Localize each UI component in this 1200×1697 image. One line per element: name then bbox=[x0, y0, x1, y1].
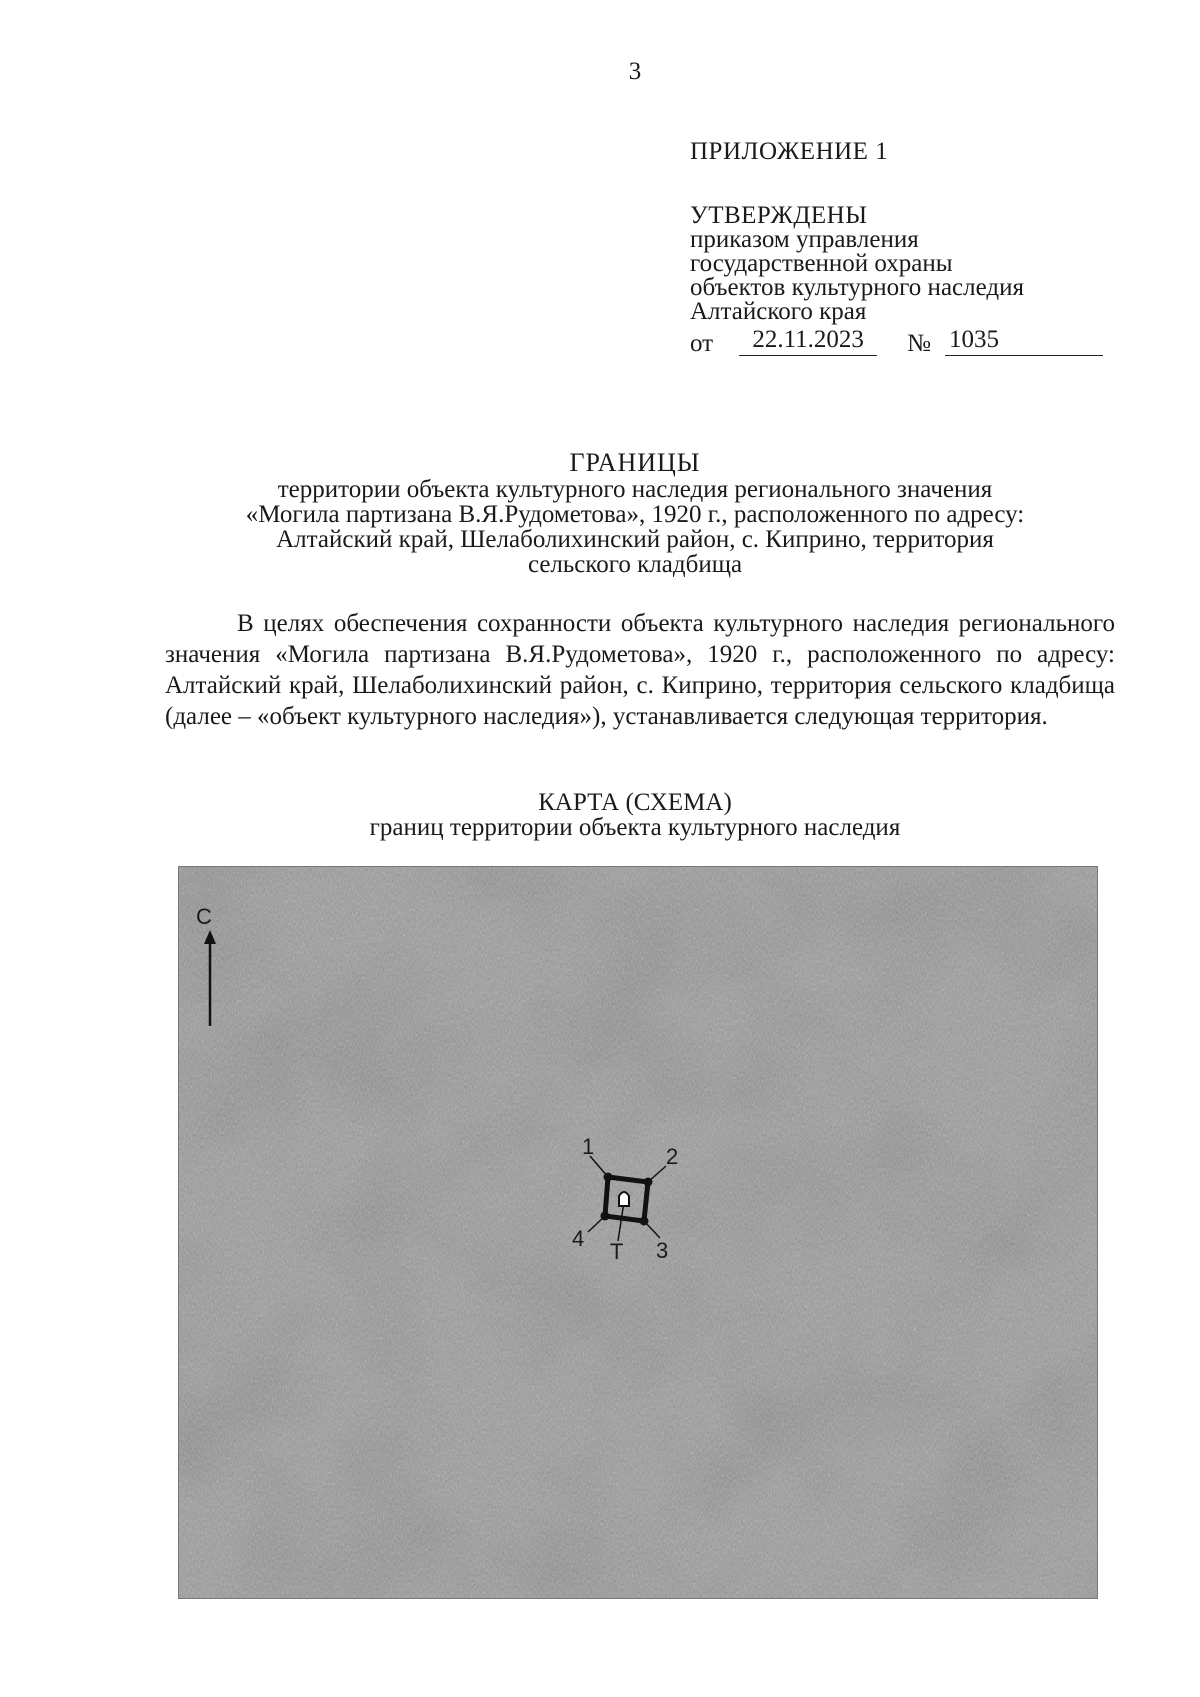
order-line: объектов культурного наследия bbox=[690, 274, 1024, 301]
title-line: «Могила партизана В.Я.Рудометова», 1920 г., расположенного по адресу: bbox=[245, 501, 1025, 528]
map-specks bbox=[178, 866, 1098, 1599]
map-subheading: границ территории объекта культурного наследия bbox=[369, 814, 901, 841]
order-line: государственной охраны bbox=[690, 250, 953, 277]
order-date: 22.11.2023 bbox=[739, 328, 877, 356]
from-label: от bbox=[690, 330, 714, 357]
map-heading-block bbox=[0, 790, 1200, 840]
point-label-1: 1 bbox=[582, 1134, 595, 1159]
appendix-block bbox=[690, 140, 1103, 356]
order-number: 1035 bbox=[945, 328, 1103, 356]
aerial-map bbox=[178, 866, 1098, 1599]
point-label-3: 3 bbox=[656, 1238, 669, 1263]
map-scheme bbox=[178, 866, 1098, 1599]
order-line: приказом управления bbox=[690, 226, 919, 253]
boundary-point-1 bbox=[604, 1173, 613, 1182]
boundary-point-4 bbox=[601, 1212, 610, 1221]
point-label-4: 4 bbox=[572, 1226, 585, 1251]
title-heading: ГРАНИЦЫ bbox=[569, 448, 701, 477]
title-line: сельского кладбища bbox=[527, 551, 743, 578]
boundary-point-3 bbox=[640, 1217, 649, 1226]
title-line: Алтайский край, Шелаболихинский район, с. Киприно, территория bbox=[276, 526, 994, 553]
order-date-row bbox=[690, 328, 1103, 356]
grave-marker-icon bbox=[619, 1192, 629, 1206]
map-heading: КАРТА (СХЕМА) bbox=[538, 789, 732, 816]
object-label: Т bbox=[610, 1239, 624, 1264]
point-label-2: 2 bbox=[666, 1144, 679, 1169]
approved-label: УТВЕРЖДЕНЫ bbox=[690, 202, 868, 229]
north-label: С bbox=[196, 904, 212, 929]
boundary-point-2 bbox=[644, 1178, 653, 1187]
document-title bbox=[0, 450, 1200, 577]
page-number: 3 bbox=[628, 58, 642, 85]
title-line: территории объекта культурного наследия регионального значения bbox=[277, 476, 993, 503]
appendix-label: ПРИЛОЖЕНИЕ 1 bbox=[690, 138, 889, 165]
number-sign: № bbox=[907, 330, 931, 357]
body-paragraph: В целях обеспечения сохранности объекта культурного наследия регионального значения «Могила партизана В.Я.Рудометова», 1920 г., расположенного по адресу: Алтайский край, Шелаболихинский район, с. Киприно, территория сельского кладбища (далее – «объект культурного наследия»), устанавливается следующая территория. bbox=[165, 610, 1115, 730]
order-line: Алтайского края bbox=[690, 298, 867, 325]
